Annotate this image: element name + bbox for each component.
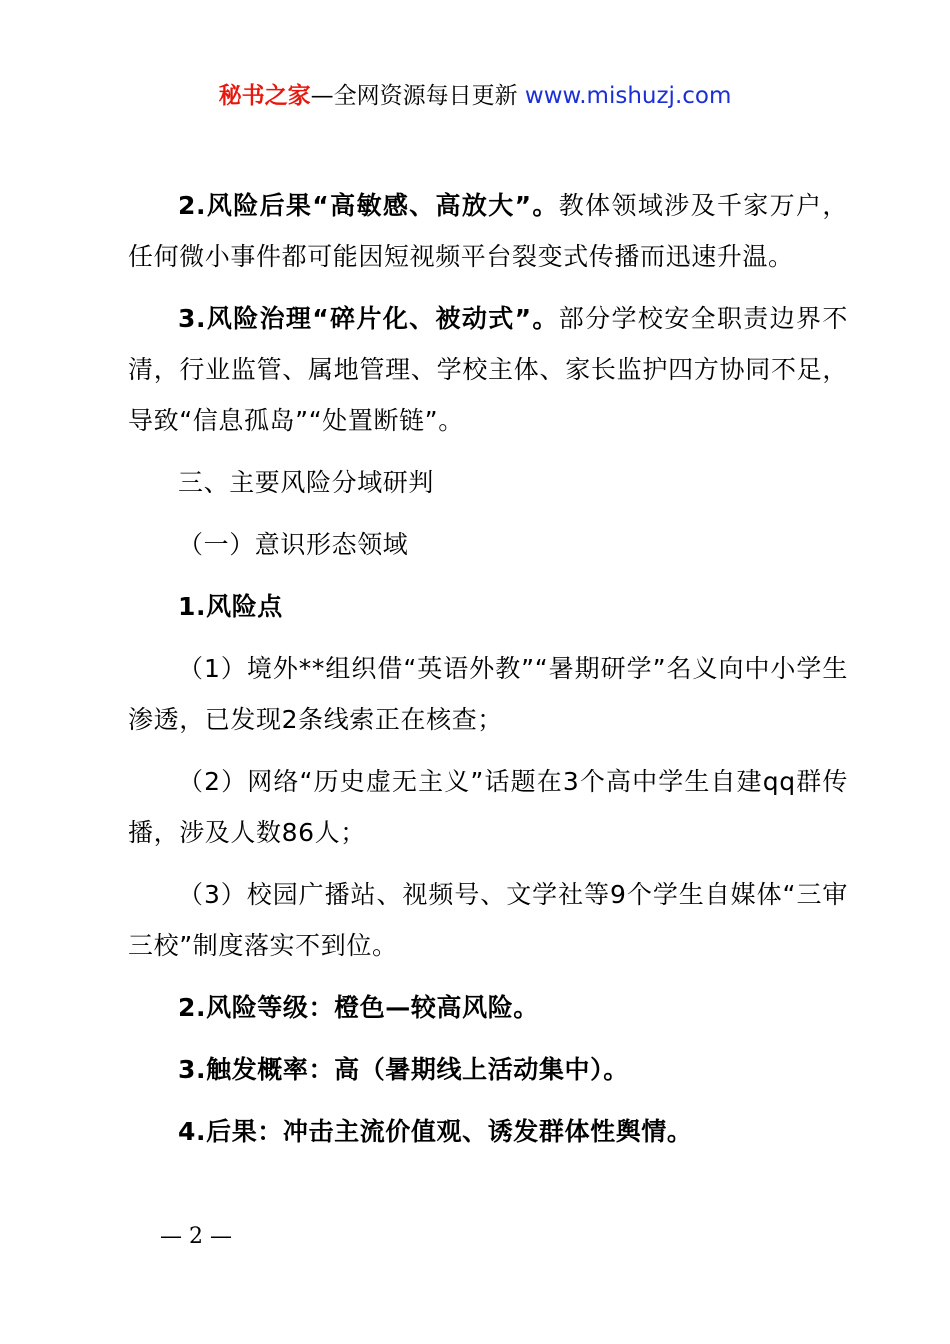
paragraph-text: 部分学校安全职责边界不清，行业监管、属地管理、学校主体、家长监护四方协同不足，导致“信息孤岛”“处置断链”。 — [128, 304, 848, 435]
paragraph-text: 教体领域涉及千家万户，任何微小事件都可能因短视频平台裂变式传播而迅速升温。 — [128, 191, 848, 271]
site-url-link[interactable]: www.mishuzj.com — [524, 83, 732, 109]
paragraph-lead: 3.风险治理“碎片化、被动式”。 — [178, 304, 559, 333]
risk-point-item: （1）境外**组织借“英语外教”“暑期研学”名义向中小学生渗透，已发现2条线索正在核查； — [128, 654, 848, 734]
risk-level: 2.风险等级：橙色—较高风险。 — [178, 993, 539, 1022]
paragraph-risk-consequence — [128, 180, 848, 282]
site-banner — [0, 80, 950, 112]
brand-name: 秘书之家 — [218, 83, 311, 109]
banner-slogan: —全网资源每日更新 — [310, 83, 525, 109]
risk-points-heading: 1.风险点 — [178, 592, 283, 621]
page-number: — 2 — — [160, 1224, 232, 1249]
section-heading: 三、主要风险分域研判 — [178, 468, 435, 497]
subsection-heading: （一）意识形态领域 — [178, 530, 409, 559]
risk-point-item: （2）网络“历史虚无主义”话题在3个高中学生自建qq群传播，涉及人数86人； — [128, 767, 848, 847]
consequence: 4.后果：冲击主流价值观、诱发群体性舆情。 — [178, 1117, 693, 1146]
paragraph-risk-governance — [128, 293, 848, 446]
document-body — [128, 180, 848, 1168]
risk-point-item: （3）校园广播站、视频号、文学社等9个学生自媒体“三审三校”制度落实不到位。 — [128, 880, 848, 960]
paragraph-lead: 2.风险后果“高敏感、高放大”。 — [178, 191, 559, 220]
trigger-probability: 3.触发概率：高（暑期线上活动集中）。 — [178, 1055, 629, 1084]
